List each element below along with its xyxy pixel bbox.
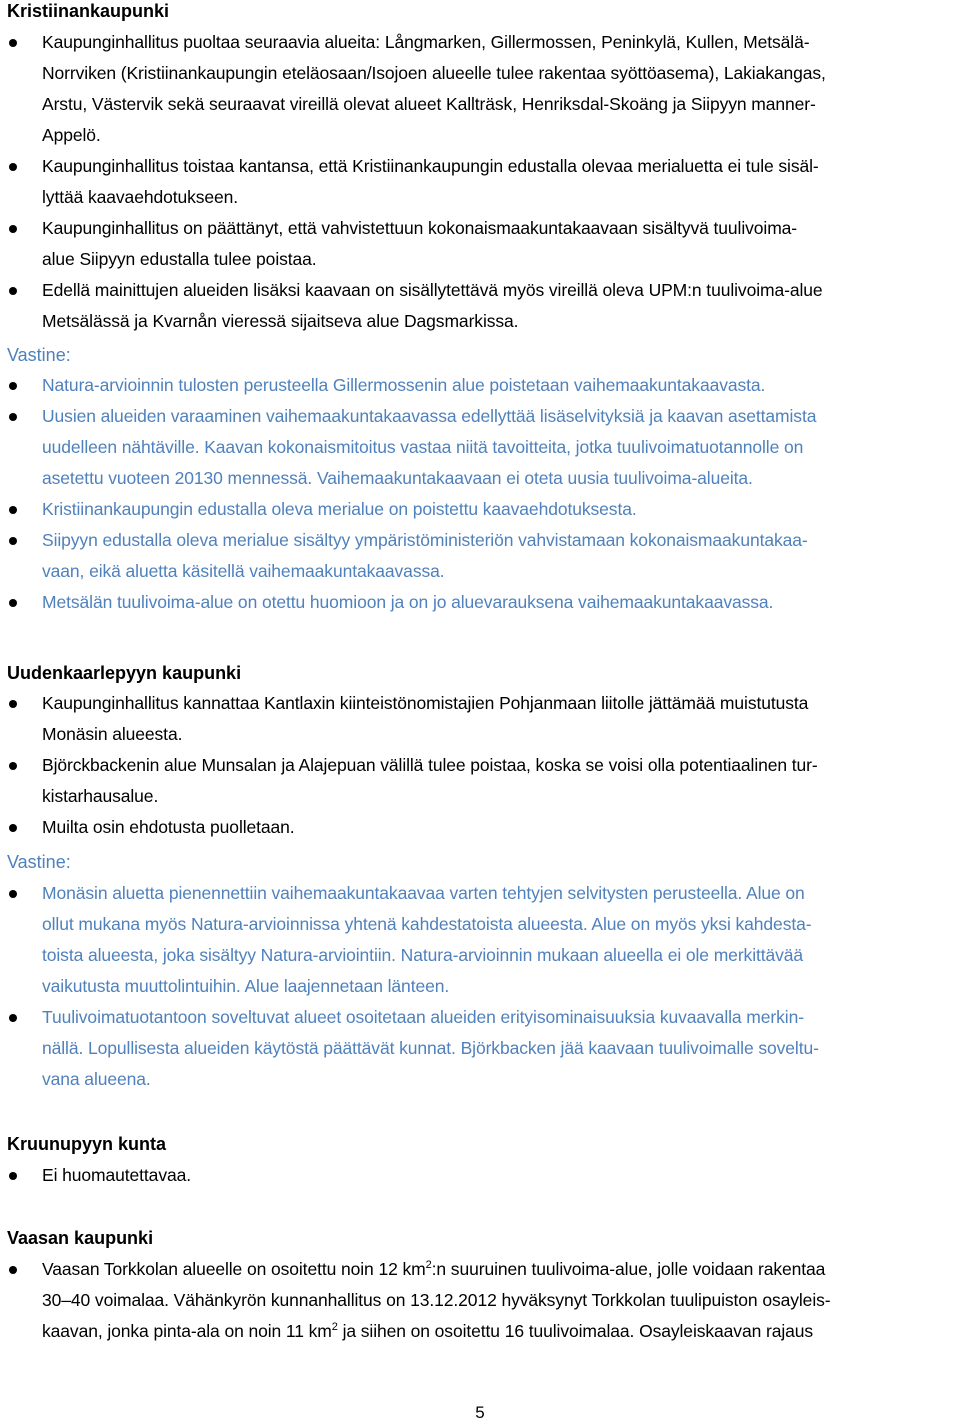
list-item: Kaupunginhallitus kannattaa Kantlaxin kiinteistönomistajien Pohjanmaan liitolle jättämää muistutusta Monäsin alueesta. (0, 688, 960, 750)
list-item: Siipyyn edustalla oleva merialue sisältyy ympäristöministeriön vahvistamaan kokonaismaakuntakaa- vaan, eikä aluetta käsitellä vaihemaakuntakaavassa. (0, 525, 960, 587)
bullet-icon (9, 537, 17, 545)
statement-list-uudenkaarlepyyn (0, 688, 960, 843)
response-list-kristiinankaupunki (0, 370, 960, 618)
section-heading-kruunupyyn: Kruunupyyn kunta (7, 1134, 167, 1154)
list-item: Uusien alueiden varaaminen vaihemaakuntakaavassa edellyttää lisäselvityksiä ja kaavan asettamista uudelleen nähtäville. Kaavan kokonaismitoitus vastaa niitä tavoitteita, jotka tuulivoimatuotannolle on asetettu vuoteen 20130 mennessä. Vaihemaakuntakaavaan ei oteta uusia tuulivoima-alueita. (0, 401, 960, 494)
list-item: Kaupunginhallitus toistaa kantansa, että Kristiinankaupungin edustalla olevaa merialuetta ei tule sisäl- lyttää kaavaehdotukseen. (0, 151, 960, 213)
section-heading-vaasan: Vaasan kaupunki (7, 1228, 154, 1248)
section-heading-kristiinankaupunki: Kristiinankaupunki (7, 1, 170, 21)
list-item: Edellä mainittujen alueiden lisäksi kaavaan on sisällytettävä myös vireillä oleva UPM:n tuulivoima-alue Metsälässä ja Kvarnån vieressä sijaitseva alue Dagsmarkissa. (0, 275, 960, 337)
list-item: Kaupunginhallitus on päättänyt, että vahvistettuun kokonaismaakuntakaavaan sisältyvä tuulivoima- alue Siipyyn edustalla tulee poistaa. (0, 213, 960, 275)
vastine-label: Vastine: (7, 345, 71, 365)
list-item: Björckbackenin alue Munsalan ja Alajepuan välillä tulee poistaa, koska se voisi olla potentiaalinen tur- kistarhausalue. (0, 750, 960, 812)
bullet-icon (9, 163, 17, 171)
bullet-icon (9, 700, 17, 708)
list-item: Tuulivoimatuotantoon soveltuvat alueet osoitetaan alueiden erityisominaisuuksia kuvaavalla merkin- nällä. Lopullisesta alueiden käytöstä päättävät kunnat. Björkbacken jää kaavaan tuulivoimalle soveltu- vana alueena. (0, 1002, 960, 1095)
bullet-icon (9, 599, 17, 607)
bullet-icon (9, 1172, 17, 1180)
bullet-icon (9, 824, 17, 832)
bullet-icon (9, 413, 17, 421)
bullet-icon (9, 762, 17, 770)
list-item: Monäsin aluetta pienennettiin vaihemaakuntakaavaa varten tehtyjen selvitysten perusteella. Alue on ollut mukana myös Natura-arvioinnissa yhtenä kahdestatoista alueesta. Alue on myös yksi kahdesta- toista alueesta, joka sisältyy Natura-arviointiin. Natura-arvioinnin mukaan alueella ei ole merkittävää vaikutusta muuttolintuihin. Alue laajennetaan länteen. (0, 878, 960, 1002)
list-item: Kaupunginhallitus puoltaa seuraavia alueita: Långmarken, Gillermossen, Peninkylä, Kullen, Metsälä- Norrviken (Kristiinankaupungin eteläosaan/Isojoen alueelle tulee rakentaa syöttöasema), Lakiakangas, Arstu, Västervik sekä seuraavat vireillä olevat alueet Kallträsk, Henriksdal-Skoäng ja Siipyyn manner- Appelö. (0, 27, 960, 151)
statement-list-kristiinankaupunki (0, 27, 960, 337)
statement-list-kruunupyyn (0, 1160, 960, 1191)
response-list-uudenkaarlepyyn (0, 878, 960, 1095)
list-item: Muilta osin ehdotusta puolletaan. (0, 812, 960, 843)
list-item: Natura-arvioinnin tulosten perusteella Gillermossenin alue poistetaan vaihemaakuntakaavasta. (0, 370, 960, 401)
list-item: Kristiinankaupungin edustalla oleva merialue on poistettu kaavaehdotuksesta. (0, 494, 960, 525)
vastine-label: Vastine: (7, 852, 71, 872)
list-item: Vaasan Torkkolan alueelle on osoitettu noin 12 $km^2:n$ suuruinen tuulivoima-alue, jolle voidaan rakentaa 30–40 voimalaa. Vähänkyrön kunnanhallitus on 13.12.2012 hyväksynyt Torkkolan tuulipuiston osayleis- kaavan, jonka pinta-ala on noin 11 $km^2$ ja siihen on osoitettu 16 tuulivoimalaa. Osayleiskaavan rajaus (0, 1254, 960, 1347)
bullet-icon (9, 287, 17, 295)
bullet-icon (9, 225, 17, 233)
statement-list-vaasan (0, 1254, 960, 1347)
bullet-icon (9, 39, 17, 47)
section-heading-uudenkaarlepyyn: Uudenkaarlepyyn kaupunki (7, 663, 242, 683)
bullet-icon (9, 506, 17, 514)
page-number: 5 (475, 1403, 485, 1422)
bullet-icon (9, 382, 17, 390)
bullet-icon (9, 1266, 17, 1274)
bullet-icon (9, 890, 17, 898)
bullet-icon (9, 1014, 17, 1022)
list-item: Ei huomautettavaa. (0, 1160, 960, 1191)
list-item: Metsälän tuulivoima-alue on otettu huomioon ja on jo aluevarauksena vaihemaakuntakaavassa. (0, 587, 960, 618)
